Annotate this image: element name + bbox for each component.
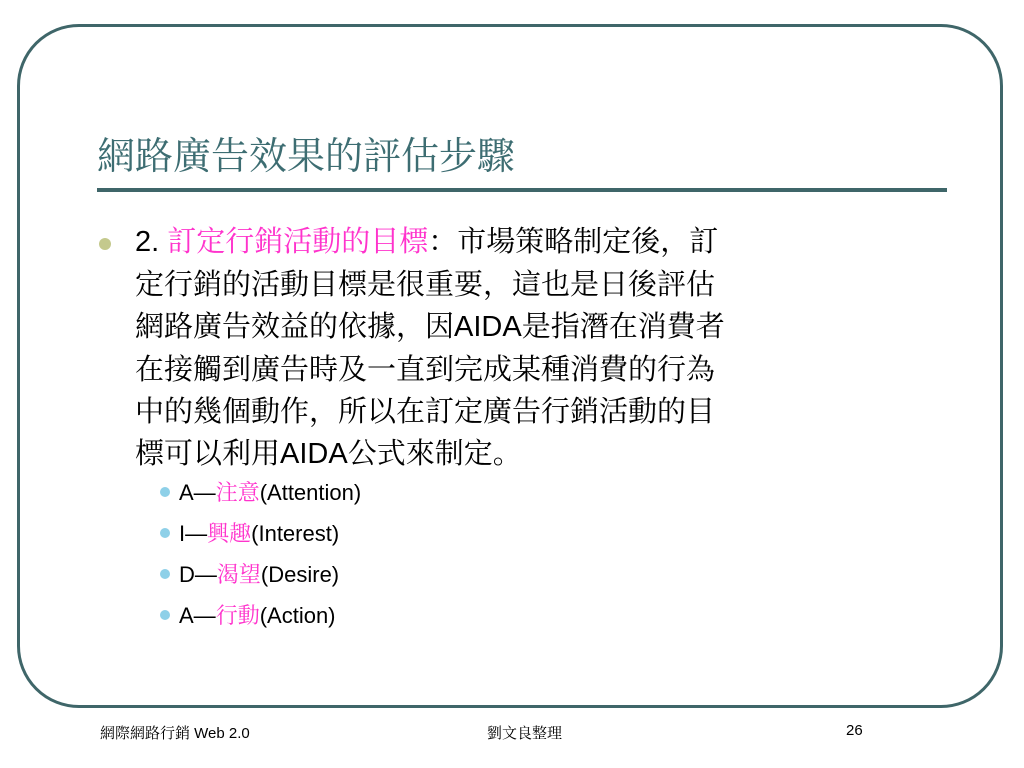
- sub-item-prefix: A—: [179, 603, 216, 628]
- line-3-text-a: 網路廣告效益的依據，因: [135, 309, 455, 343]
- paragraph-line-3: [135, 305, 935, 348]
- sub-item-prefix: D—: [179, 562, 217, 587]
- line-3-aida: AIDA: [454, 311, 522, 343]
- line-1-text: 市場策略制定後，訂: [457, 224, 719, 258]
- footer-author: 劉文良整理: [487, 725, 563, 742]
- sub-bullet-icon: [160, 610, 170, 620]
- line-3-text-b: 是指潛在消費者: [521, 309, 725, 343]
- line-6-text-b: 公式來制定。: [347, 436, 522, 470]
- footer-course-title: 網際網路行銷 Web 2.0: [100, 725, 250, 742]
- sub-bullet-icon: [160, 528, 170, 538]
- main-bullet-icon: [99, 238, 111, 250]
- paragraph-line-1: [135, 220, 935, 263]
- line-6-text-a: 標可以利用: [135, 436, 281, 470]
- sub-item-english: (Desire): [260, 562, 340, 587]
- item-heading: 訂定行銷活動的目標: [167, 224, 429, 258]
- sub-item-term: 渴望: [216, 563, 261, 588]
- sub-item-term: 行動: [215, 604, 260, 629]
- paragraph-line-2: 定行銷的活動目標是很重要，這也是日後評估: [135, 267, 716, 301]
- paragraph-line-4: 在接觸到廣告時及一直到完成某種消費的行為: [135, 352, 716, 386]
- sub-item-prefix: I—: [179, 521, 208, 546]
- sub-item-english: (Attention): [259, 480, 362, 505]
- slide-title: 網路廣告效果的評估步驟: [97, 134, 516, 178]
- main-paragraph: [135, 220, 935, 475]
- sub-item-english: (Action): [259, 603, 336, 628]
- paragraph-line-5: 中的幾個動作，所以在訂定廣告行銷活動的目: [135, 394, 716, 428]
- sub-item-prefix: A—: [179, 480, 216, 505]
- title-divider: [97, 188, 947, 192]
- item-number: 2.: [135, 226, 168, 258]
- sub-bullet-icon: [160, 487, 170, 497]
- sub-bullet-icon: [160, 569, 170, 579]
- footer-page-number: 26: [846, 722, 863, 739]
- heading-colon: ：: [428, 224, 458, 258]
- sub-item-english: (Interest): [251, 521, 340, 546]
- paragraph-line-6: [135, 432, 935, 475]
- line-6-aida: AIDA: [280, 438, 348, 470]
- sub-item-term: 興趣: [207, 522, 252, 547]
- sub-item-term: 注意: [215, 481, 260, 506]
